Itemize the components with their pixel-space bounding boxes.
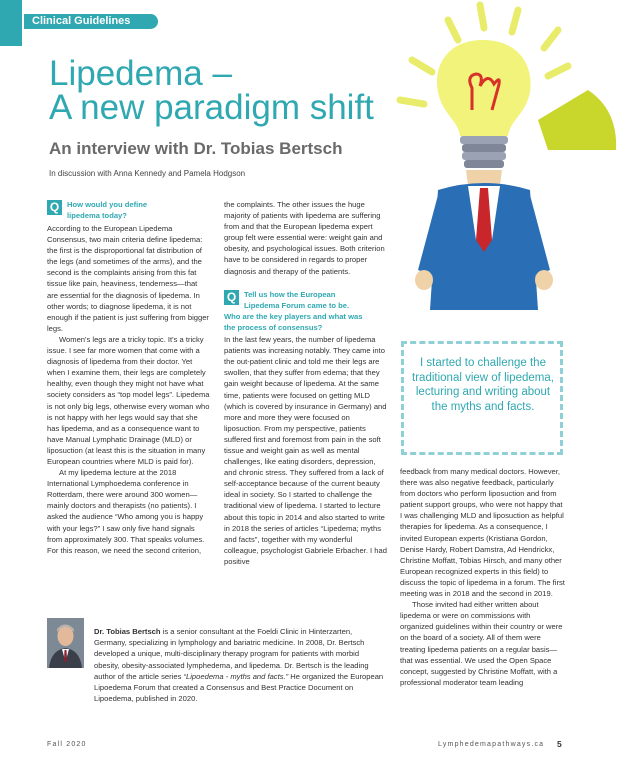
question-2-line-1: Tell us how the European bbox=[244, 289, 336, 299]
column-3 bbox=[400, 466, 565, 688]
question-2-line-3: Who are the key players and what was bbox=[224, 311, 363, 321]
title-line-1: Lipedema – bbox=[49, 54, 232, 93]
question-2-line-4: the process of consensus? bbox=[224, 322, 323, 332]
footer-issue: Fall 2020 bbox=[47, 741, 87, 748]
header-color-strip bbox=[0, 0, 22, 46]
question-2 bbox=[224, 289, 388, 333]
article-title bbox=[49, 54, 409, 127]
pull-quote bbox=[401, 341, 563, 455]
author-bio bbox=[94, 626, 386, 704]
paragraph: Women's legs are a tricky topic. It's a tricky issue. I see far more women that come with a diagnosis of lipedema from their doctor. Yet when I examine them, their legs are completely healthy, even though they might not have what society considers as “top model legs”. Lipedema is not only big legs, otherwise every woman who is not happy with her legs would say that she has lipedema, and as a consequence want to have Manual Lymphatic Drainage (MLD) or liposuction (at least this is the situation in many European countries where MLD is paid for). bbox=[47, 334, 210, 466]
page-number: 5 bbox=[557, 739, 562, 749]
paragraph: At my lipedema lecture at the 2018 International Lymphoedema conference in Rotterdam, there were around 300 women—mainly doctors and therapists (no patients). I asked the audience “Who among you is happy with your legs?” I saw only five hand signals from approximately 300. That speaks volumes. For this reason, we need the second criterion, bbox=[47, 468, 205, 555]
question-2-line-2: Lipedema Forum came to be. bbox=[244, 300, 350, 310]
author-name: Dr. Tobias Bertsch bbox=[94, 627, 161, 636]
column-1 bbox=[47, 199, 210, 556]
portrait-image bbox=[47, 618, 84, 668]
question-badge: Q bbox=[224, 290, 239, 305]
bio-series-title: “Lipoedema - myths and facts.” bbox=[183, 671, 289, 681]
title-line-2: A new paradigm shift bbox=[49, 88, 374, 127]
paragraph: In the last few years, the number of lipedema patients was increasing notably. They came into the out-patient clinic and told me their legs are swollen, that they suffer from edema; that they gain weight because of lipedema. At the same time, patients were focused on getting MLD (which is covered by insurance in Germany) and more and more they were focused on liposuction. From my perspective, patients suffered first and foremost from pain in the soft tissue and weight gain as well as mental challenges, like eating disorders, depression, and chronic stress. They suffered from a lack of self-acceptance because of the current beauty ideal in society. So I started to challenge the traditional view of lipedema. I started to lecture about this topic in 2014 and also started to write in 2018 the series of articles “Lipedema; myths and facts”, together with my wonderful colleague, psychologist Gabriele Erbacher. I had positive bbox=[224, 335, 387, 566]
byline: In discussion with Anna Kennedy and Pamela Hodgson bbox=[49, 169, 246, 178]
bio-text-2: He organized the European Lipoedema Forum that created a Consensus and Best Practice Document on Lipoedema, published in 2020. bbox=[94, 671, 384, 704]
paragraph: feedback from many medical doctors. However, there was also negative feedback, particularly from doctors who perform liposuction and from patient support groups, who were not happy that I was challenging MLD and liposuction as helpful therapies for lipedema. As a consequence, I invited European experts (Kristiana Gordon, Denise Hardy, Robert Damstra, Ad Hendrickx, Christine Moffatt, Tobias Hirsch, and many other European recognized experts in this field) to discuss the topic of lipedema in a forum. The first meeting was in 2018 and the second in 2019. bbox=[400, 467, 565, 599]
question-badge: Q bbox=[47, 200, 62, 215]
footer-site: Lymphedemapathways.ca bbox=[438, 741, 545, 748]
article-subtitle: An interview with Dr. Tobias Bertsch bbox=[49, 139, 343, 158]
author-photo bbox=[47, 618, 84, 668]
question-1-line-2: lipedema today? bbox=[67, 211, 127, 221]
question-1-line-1: How would you define bbox=[67, 200, 148, 209]
paragraph: Those invited had either written about lipedema or were on commissions with organized guidelines within their country or were on the board of a society. All of them were treating lipedema patients on a regular basis—that was essential. We used the Open Space concept, suggested by Christine Moffatt, with a professional moderator team leading bbox=[400, 600, 563, 687]
paragraph: the complaints. The other issues the huge majority of patients with lipedema are suffering from and that the European lipedema expert group felt were essential were: weight gain and obesity, and psychological issues. Both criterion have to be considered in regards to proper diagnosis and therapy of the patients. bbox=[224, 200, 385, 276]
lightbulb-man-illustration bbox=[388, 0, 640, 320]
section-label: Clinical Guidelines bbox=[24, 14, 158, 29]
paragraph: According to the European Lipedema Consensus, two main criteria define lipedema: the first is the disproportional fat distribution of the legs (and sometimes of the arms), and the second is the complaints arising from this fat tissue like pain, heaviness, tenderness—that are essential for the diagnosis of lipedema. In other words; to diagnose lipedema, it is not enough if the patient is just suffering from bigger legs. bbox=[47, 224, 209, 333]
question-1 bbox=[47, 199, 210, 222]
bio-text-1: is a senior consultant at the Foeldi Clinic in Hinterzarten, Germany, specializing in lymphology and bariatric medicine. In 2008, Dr. Bertsch developed a unique, multi-disciplinary therapy program for patients with morbid obesity, obesity-associated lymphedema, and lipedema. Dr. Bertsch is the leading author of the article series bbox=[94, 627, 369, 681]
column-2 bbox=[224, 199, 388, 567]
pull-quote-text: I started to challenge the traditional view of lipedema, lecturing and writing about the myths and facts. bbox=[412, 357, 554, 413]
